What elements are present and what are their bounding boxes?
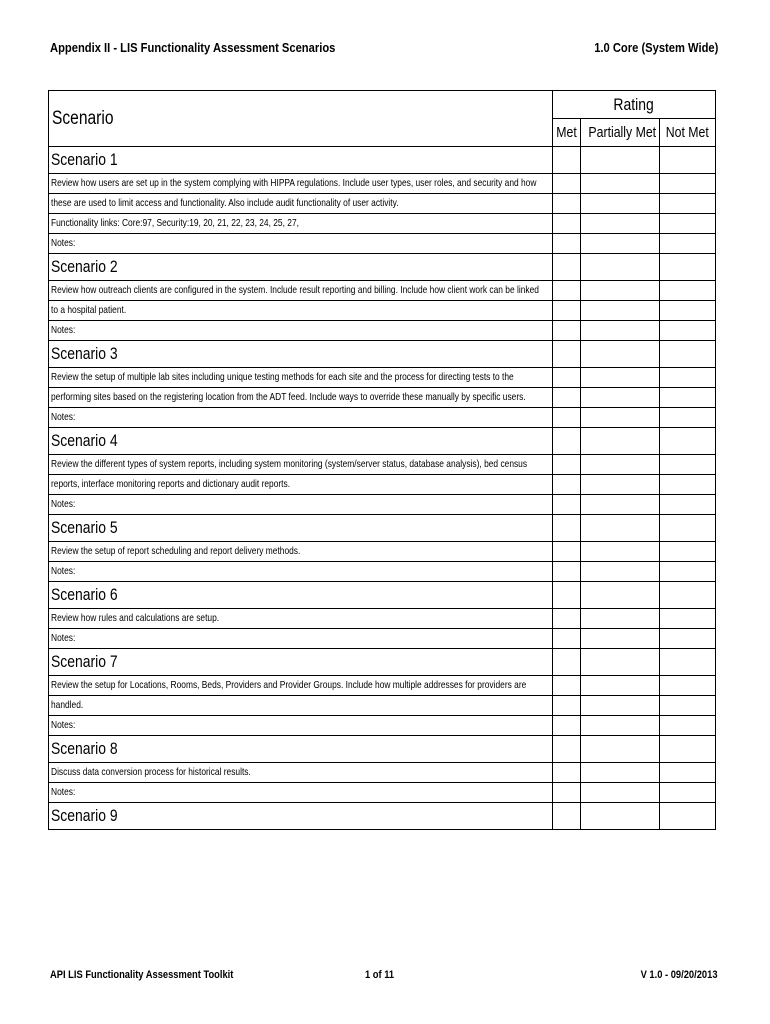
- scenario-description-text: Review the setup of multiple lab sites including unique testing methods for each site and the process for directing tests to the: [51, 371, 514, 383]
- scenario-title: [49, 515, 553, 542]
- rating-partially-met-cell[interactable]: [580, 321, 659, 341]
- rating-not-met-cell[interactable]: [659, 495, 715, 515]
- scenario-text-row: [49, 609, 716, 629]
- scenario-title-row: [49, 736, 716, 763]
- rating-met-cell[interactable]: [552, 609, 580, 629]
- scenario-title-met-cell[interactable]: [552, 649, 580, 676]
- scenario-text-row: [49, 234, 716, 254]
- scenario-title: [49, 147, 553, 174]
- scenario-description: [49, 301, 553, 321]
- scenario-title-not-met-cell[interactable]: [659, 803, 715, 830]
- scenario-column-label: Scenario: [52, 107, 114, 129]
- rating-partially-met-cell[interactable]: [580, 281, 659, 301]
- rating-met-cell[interactable]: [552, 562, 580, 582]
- rating-partially-met-cell[interactable]: [580, 495, 659, 515]
- scenario-text-row: [49, 763, 716, 783]
- scenario-description-text: Review how rules and calculations are setup.: [51, 612, 220, 624]
- scenario-text-row: [49, 281, 716, 301]
- notes-field[interactable]: [49, 495, 553, 515]
- rating-partially-met-cell[interactable]: [580, 676, 659, 696]
- scenario-description-text: Notes:: [51, 719, 76, 731]
- scenario-description-text: Notes:: [51, 632, 76, 644]
- footer-version: V 1.0 - 09/20/2013: [641, 969, 718, 981]
- scenario-text-row: [49, 408, 716, 428]
- scenario-title-partially-met-cell[interactable]: [580, 515, 659, 542]
- met-column-header: [552, 119, 580, 147]
- scenario-text-row: [49, 301, 716, 321]
- scenario-text-row: [49, 562, 716, 582]
- scenario-title-text: Scenario 8: [51, 739, 118, 758]
- rating-partially-met-cell[interactable]: [580, 475, 659, 495]
- scenario-title-row: [49, 341, 716, 368]
- rating-met-cell[interactable]: [552, 629, 580, 649]
- rating-partially-met-cell[interactable]: [580, 234, 659, 254]
- notes-field[interactable]: [49, 234, 553, 254]
- scenario-title-row: [49, 649, 716, 676]
- scenario-title: [49, 803, 553, 830]
- scenario-title-partially-met-cell[interactable]: [580, 736, 659, 763]
- rating-partially-met-cell[interactable]: [580, 696, 659, 716]
- scenario-title-not-met-cell[interactable]: [659, 254, 715, 281]
- scenario-description: [49, 368, 553, 388]
- scenario-title-partially-met-cell[interactable]: [580, 428, 659, 455]
- scenario-title: [49, 341, 553, 368]
- scenario-title: [49, 736, 553, 763]
- scenario-title-text: Scenario 2: [51, 257, 118, 276]
- scenario-description-text: handled.: [51, 699, 84, 711]
- rating-partially-met-cell[interactable]: [580, 609, 659, 629]
- rating-met-cell[interactable]: [552, 716, 580, 736]
- scenario-description: [49, 214, 553, 234]
- rating-not-met-cell[interactable]: [659, 321, 715, 341]
- scenario-text-row: [49, 475, 716, 495]
- rating-partially-met-cell[interactable]: [580, 408, 659, 428]
- rating-not-met-cell[interactable]: [659, 214, 715, 234]
- rating-met-cell[interactable]: [552, 321, 580, 341]
- rating-not-met-cell[interactable]: [659, 696, 715, 716]
- scenario-title-text: Scenario 6: [51, 585, 118, 604]
- scenario-title-row: [49, 582, 716, 609]
- met-column-label: Met: [555, 124, 577, 141]
- scenario-text-row: [49, 495, 716, 515]
- scenario-title-row: [49, 428, 716, 455]
- scenario-description-text: Review the setup for Locations, Rooms, Beds, Providers and Provider Groups. Include how multiple addresses for providers are: [51, 679, 527, 691]
- scenario-title-partially-met-cell[interactable]: [580, 582, 659, 609]
- rating-met-cell[interactable]: [552, 301, 580, 321]
- not-met-column-header: [659, 119, 715, 147]
- scenario-text-row: [49, 194, 716, 214]
- rating-header-label: Rating: [613, 94, 654, 114]
- scenario-title: [49, 649, 553, 676]
- rating-met-cell[interactable]: [552, 455, 580, 475]
- notes-field[interactable]: [49, 783, 553, 803]
- scenario-description-text: Review how users are set up in the system complying with HIPPA regulations. Include user types, user roles, and security and how: [51, 177, 537, 189]
- scenario-title-row: [49, 803, 716, 830]
- assessment-table-body: [49, 91, 716, 830]
- scenario-description-text: Notes:: [51, 411, 76, 423]
- scenario-description-text: these are used to limit access and functionality. Also include audit functionality of user activity.: [51, 197, 399, 209]
- scenario-title-row: [49, 254, 716, 281]
- rating-header: [552, 91, 715, 119]
- scenario-title: [49, 582, 553, 609]
- rating-partially-met-cell[interactable]: [580, 455, 659, 475]
- scenario-description-text: Notes:: [51, 237, 76, 249]
- scenario-title-not-met-cell[interactable]: [659, 582, 715, 609]
- rating-met-cell[interactable]: [552, 368, 580, 388]
- rating-met-cell[interactable]: [552, 783, 580, 803]
- scenario-title-row: [49, 147, 716, 174]
- rating-met-cell[interactable]: [552, 495, 580, 515]
- footer-toolkit-name: API LIS Functionality Assessment Toolkit: [50, 969, 234, 981]
- rating-not-met-cell[interactable]: [659, 455, 715, 475]
- rating-not-met-cell[interactable]: [659, 716, 715, 736]
- rating-partially-met-cell[interactable]: [580, 629, 659, 649]
- scenario-text-row: [49, 676, 716, 696]
- scenario-title-met-cell[interactable]: [552, 582, 580, 609]
- scenario-title-text: Scenario 1: [51, 150, 118, 169]
- scenario-description: [49, 281, 553, 301]
- scenario-title-partially-met-cell[interactable]: [580, 649, 659, 676]
- scenario-title: [49, 254, 553, 281]
- rating-partially-met-cell[interactable]: [580, 388, 659, 408]
- scenario-description-text: performing sites based on the registering location from the ADT feed. Include ways to override these manually by specific users.: [51, 391, 526, 403]
- scenario-column-header: [49, 91, 553, 147]
- scenario-text-row: [49, 716, 716, 736]
- scenario-description: [49, 696, 553, 716]
- not-met-column-label: Not Met: [665, 124, 709, 141]
- rating-not-met-cell[interactable]: [659, 388, 715, 408]
- rating-met-cell[interactable]: [552, 234, 580, 254]
- rating-not-met-cell[interactable]: [659, 763, 715, 783]
- scenario-description: [49, 676, 553, 696]
- rating-met-cell[interactable]: [552, 194, 580, 214]
- partially-met-column-label: Partially Met: [588, 124, 656, 141]
- scenario-title-partially-met-cell[interactable]: [580, 341, 659, 368]
- page-header-section: 1.0 Core (System Wide): [593, 40, 718, 55]
- rating-partially-met-cell[interactable]: [580, 763, 659, 783]
- scenario-text-row: [49, 388, 716, 408]
- rating-partially-met-cell[interactable]: [580, 562, 659, 582]
- scenario-title-text: Scenario 5: [51, 518, 118, 537]
- scenario-title-met-cell[interactable]: [552, 736, 580, 763]
- rating-not-met-cell[interactable]: [659, 562, 715, 582]
- scenario-title-met-cell[interactable]: [552, 803, 580, 830]
- rating-not-met-cell[interactable]: [659, 301, 715, 321]
- scenario-description: [49, 194, 553, 214]
- scenario-description-text: reports, interface monitoring reports and dictionary audit reports.: [51, 478, 291, 490]
- scenario-title-met-cell[interactable]: [552, 428, 580, 455]
- scenario-title-partially-met-cell[interactable]: [580, 147, 659, 174]
- scenario-description-text: Review how outreach clients are configured in the system. Include result reporting and billing. Include how client work can be linked: [51, 284, 539, 296]
- scenario-title-not-met-cell[interactable]: [659, 428, 715, 455]
- scenario-text-row: [49, 696, 716, 716]
- rating-met-cell[interactable]: [552, 408, 580, 428]
- rating-met-cell[interactable]: [552, 281, 580, 301]
- scenario-title-met-cell[interactable]: [552, 147, 580, 174]
- rating-met-cell[interactable]: [552, 214, 580, 234]
- scenario-title: [49, 428, 553, 455]
- assessment-table: [48, 90, 716, 830]
- scenario-title-partially-met-cell[interactable]: [580, 254, 659, 281]
- rating-met-cell[interactable]: [552, 174, 580, 194]
- rating-partially-met-cell[interactable]: [580, 194, 659, 214]
- rating-not-met-cell[interactable]: [659, 676, 715, 696]
- scenario-description-text: Notes:: [51, 565, 76, 577]
- scenario-description-text: to a hospital patient.: [51, 304, 127, 316]
- scenario-title-met-cell[interactable]: [552, 341, 580, 368]
- scenario-description-text: Review the setup of report scheduling and report delivery methods.: [51, 545, 301, 557]
- notes-field[interactable]: [49, 562, 553, 582]
- scenario-title-not-met-cell[interactable]: [659, 341, 715, 368]
- scenario-text-row: [49, 174, 716, 194]
- notes-field[interactable]: [49, 321, 553, 341]
- scenario-text-row: [49, 629, 716, 649]
- rating-not-met-cell[interactable]: [659, 629, 715, 649]
- scenario-description: [49, 763, 553, 783]
- scenario-description: [49, 542, 553, 562]
- scenario-text-row: [49, 321, 716, 341]
- rating-met-cell[interactable]: [552, 763, 580, 783]
- rating-not-met-cell[interactable]: [659, 281, 715, 301]
- scenario-description-text: Discuss data conversion process for historical results.: [51, 766, 251, 778]
- rating-not-met-cell[interactable]: [659, 542, 715, 562]
- scenario-text-row: [49, 783, 716, 803]
- rating-partially-met-cell[interactable]: [580, 783, 659, 803]
- footer-page-number: 1 of 11: [365, 969, 395, 981]
- scenario-description: [49, 609, 553, 629]
- scenario-title-not-met-cell[interactable]: [659, 147, 715, 174]
- scenario-description: [49, 174, 553, 194]
- scenario-text-row: [49, 214, 716, 234]
- scenario-description-text: Notes:: [51, 786, 76, 798]
- rating-partially-met-cell[interactable]: [580, 301, 659, 321]
- rating-partially-met-cell[interactable]: [580, 174, 659, 194]
- scenario-title-row: [49, 515, 716, 542]
- scenario-description-text: Notes:: [51, 498, 76, 510]
- scenario-title-not-met-cell[interactable]: [659, 515, 715, 542]
- scenario-title-met-cell[interactable]: [552, 515, 580, 542]
- scenario-text-row: [49, 455, 716, 475]
- rating-not-met-cell[interactable]: [659, 475, 715, 495]
- partially-met-column-header: [580, 119, 659, 147]
- scenario-title-not-met-cell[interactable]: [659, 736, 715, 763]
- rating-met-cell[interactable]: [552, 475, 580, 495]
- scenario-description-text: Notes:: [51, 324, 76, 336]
- page-header-title: Appendix II - LIS Functionality Assessment Scenarios: [50, 40, 336, 55]
- rating-partially-met-cell[interactable]: [580, 214, 659, 234]
- notes-field[interactable]: [49, 408, 553, 428]
- rating-not-met-cell[interactable]: [659, 368, 715, 388]
- rating-partially-met-cell[interactable]: [580, 542, 659, 562]
- rating-not-met-cell[interactable]: [659, 174, 715, 194]
- scenario-description: [49, 455, 553, 475]
- scenario-title-text: Scenario 4: [51, 431, 118, 450]
- scenario-title-text: Scenario 3: [51, 344, 118, 363]
- scenario-description: [49, 475, 553, 495]
- rating-partially-met-cell[interactable]: [580, 716, 659, 736]
- rating-met-cell[interactable]: [552, 542, 580, 562]
- rating-met-cell[interactable]: [552, 676, 580, 696]
- scenario-title-partially-met-cell[interactable]: [580, 803, 659, 830]
- scenario-title-not-met-cell[interactable]: [659, 649, 715, 676]
- rating-not-met-cell[interactable]: [659, 194, 715, 214]
- rating-met-cell[interactable]: [552, 696, 580, 716]
- scenario-description-text: Review the different types of system reports, including system monitoring (system/server status, database analysis), bed census: [51, 458, 528, 470]
- scenario-title-met-cell[interactable]: [552, 254, 580, 281]
- scenario-description: [49, 388, 553, 408]
- notes-field[interactable]: [49, 716, 553, 736]
- rating-not-met-cell[interactable]: [659, 609, 715, 629]
- scenario-title-text: Scenario 7: [51, 652, 118, 671]
- rating-partially-met-cell[interactable]: [580, 368, 659, 388]
- scenario-text-row: [49, 542, 716, 562]
- scenario-description-text: Functionality links: Core:97, Security:19, 20, 21, 22, 23, 24, 25, 27,: [51, 217, 299, 229]
- rating-not-met-cell[interactable]: [659, 234, 715, 254]
- header-row-rating: [49, 91, 716, 119]
- rating-not-met-cell[interactable]: [659, 783, 715, 803]
- rating-not-met-cell[interactable]: [659, 408, 715, 428]
- rating-met-cell[interactable]: [552, 388, 580, 408]
- scenario-title-text: Scenario 9: [51, 806, 118, 825]
- notes-field[interactable]: [49, 629, 553, 649]
- scenario-text-row: [49, 368, 716, 388]
